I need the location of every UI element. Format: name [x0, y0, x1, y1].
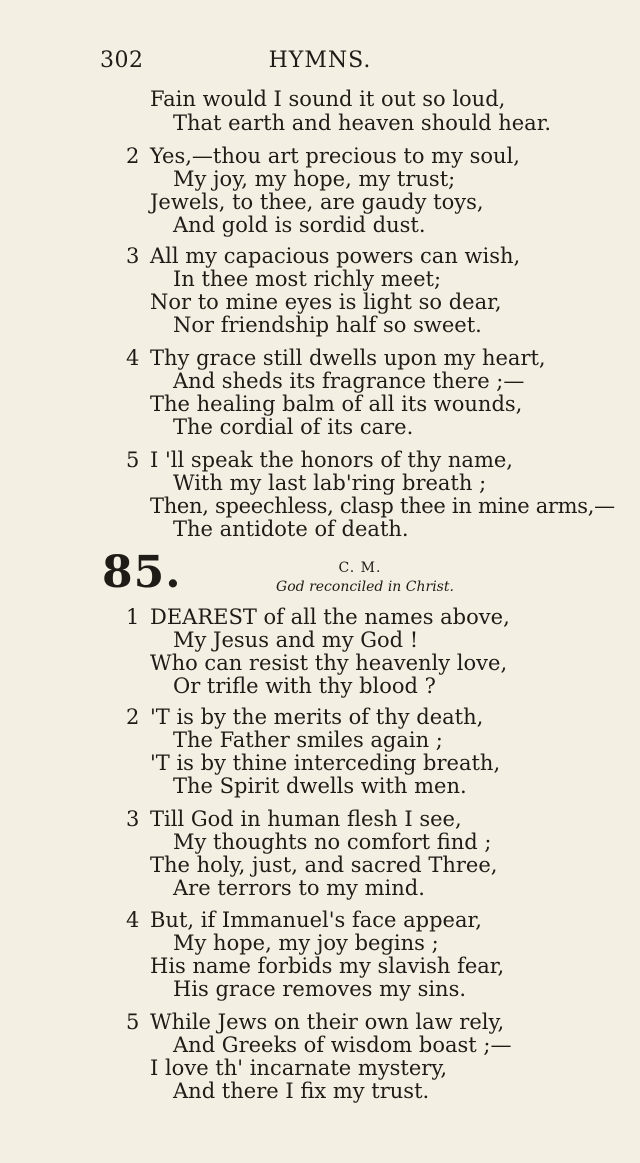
- verse-line: Yes,—thou art precious to my soul,: [150, 144, 520, 168]
- verse-line: All my capacious powers can wish,: [150, 244, 521, 268]
- verse-line: Thy grace still dwells upon my heart,: [150, 346, 546, 370]
- running-title: HYMNS.: [268, 48, 372, 73]
- verse-line: In thee most richly meet;: [173, 267, 442, 291]
- stanza-number: 3: [126, 244, 140, 268]
- verse-line: Or trifle with thy blood ?: [173, 674, 436, 698]
- stanza-number: 1: [126, 605, 140, 629]
- verse-line: The healing balm of all its wounds,: [150, 392, 523, 416]
- verse-line: With my last lab'ring breath ;: [173, 471, 487, 495]
- verse-line: 'T is by the merits of thy death,: [150, 705, 484, 729]
- verse-line: Are terrors to my mind.: [173, 876, 425, 900]
- verse-line: And gold is sordid dust.: [173, 213, 426, 237]
- verse-line: My hope, my joy begins ;: [173, 931, 439, 955]
- verse-line: The cordial of its care.: [173, 415, 414, 439]
- verse-line: Jewels, to thee, are gaudy toys,: [150, 190, 484, 214]
- verse-line: I 'll speak the honors of thy name,: [150, 448, 513, 472]
- verse-line: And Greeks of wisdom boast ;—: [173, 1033, 512, 1057]
- verse-line: My joy, my hope, my trust;: [173, 167, 456, 191]
- verse-line: Nor to mine eyes is light so dear,: [150, 290, 502, 314]
- verse-line: While Jews on their own law rely,: [150, 1010, 505, 1034]
- verse-line: My Jesus and my God !: [173, 628, 419, 652]
- stanza-number: 3: [126, 807, 140, 831]
- verse-line: That earth and heaven should hear.: [173, 111, 552, 135]
- verse-line: DEAREST of all the names above,: [150, 605, 510, 629]
- hymn-meter: C. M.: [338, 560, 382, 576]
- hymn-subtitle: God reconciled in Christ.: [276, 579, 454, 595]
- page-header: [100, 48, 540, 76]
- verse-line: The Father smiles again ;: [173, 728, 443, 752]
- verse-line: Then, speechless, clasp thee in mine arms,—: [150, 494, 615, 518]
- verse-line: The holy, just, and sacred Three,: [150, 853, 498, 877]
- stanza-number: 5: [126, 1010, 140, 1034]
- verse-line: The Spirit dwells with men.: [173, 774, 467, 798]
- verse-line: My thoughts no comfort find ;: [173, 830, 492, 854]
- verse-line: Fain would I sound it out so loud,: [150, 87, 506, 111]
- stanza-number: 2: [126, 705, 140, 729]
- verse-line: The antidote of death.: [173, 517, 409, 541]
- verse-line: I love th' incarnate mystery,: [150, 1056, 448, 1080]
- verse-line: His grace removes my sins.: [173, 977, 467, 1001]
- verse-line: Who can resist thy heavenly love,: [150, 651, 508, 675]
- verse-line: His name forbids my slavish fear,: [150, 954, 505, 978]
- hymn-number: 85.: [102, 547, 182, 598]
- stanza-number: 2: [126, 144, 140, 168]
- verse-line: 'T is by thine interceding breath,: [150, 751, 501, 775]
- stanza-number: 5: [126, 448, 140, 472]
- page-number: 302: [100, 48, 144, 73]
- stanza-number: 4: [126, 908, 140, 932]
- stanza-number: 4: [126, 346, 140, 370]
- verse-line: But, if Immanuel's face appear,: [150, 908, 482, 932]
- verse-line: And there I fix my trust.: [173, 1079, 430, 1103]
- verse-line: Nor friendship half so sweet.: [173, 313, 482, 337]
- verse-line: And sheds its fragrance there ;—: [173, 369, 525, 393]
- verse-line: Till God in human flesh I see,: [150, 807, 462, 831]
